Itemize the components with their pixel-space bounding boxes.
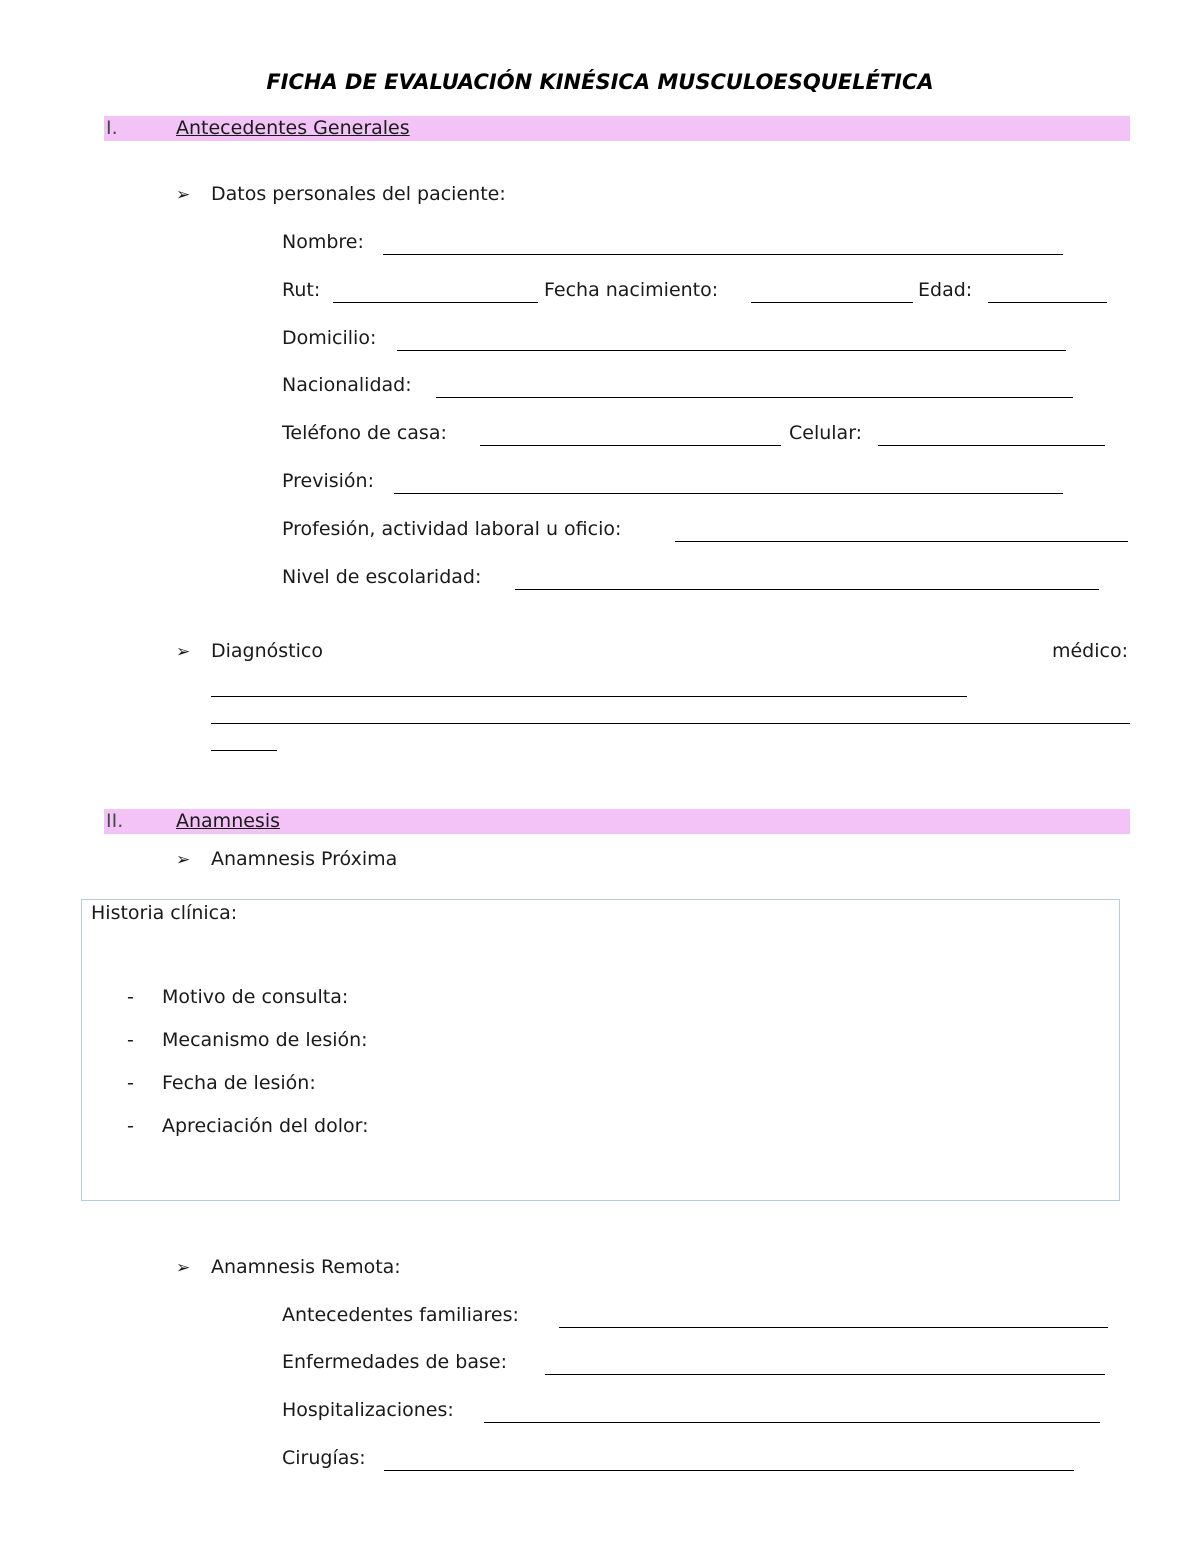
diagnostico-line-2[interactable] xyxy=(211,723,1130,724)
prevision-field[interactable] xyxy=(394,493,1063,494)
celular-label: Celular: xyxy=(789,422,863,444)
antecedentes-familiares-field[interactable] xyxy=(559,1327,1108,1328)
section-header-antecedentes xyxy=(104,116,1130,141)
hospitalizaciones-field[interactable] xyxy=(484,1422,1100,1423)
apreciacion-dolor-label: Apreciación del dolor: xyxy=(162,1115,369,1137)
rut-label: Rut: xyxy=(282,279,321,301)
profesion-field[interactable] xyxy=(675,541,1128,542)
antecedentes-familiares-label: Antecedentes familiares: xyxy=(282,1304,519,1326)
section-number: I. xyxy=(106,117,118,139)
dash-bullet: - xyxy=(127,1072,134,1094)
anamnesis-proxima-heading: Anamnesis Próxima xyxy=(211,848,398,870)
nacionalidad-field[interactable] xyxy=(436,397,1073,398)
nombre-field[interactable] xyxy=(383,254,1063,255)
nombre-label: Nombre: xyxy=(282,231,364,253)
personal-data-heading: Datos personales del paciente: xyxy=(211,183,506,205)
edad-label: Edad: xyxy=(918,279,973,301)
rut-field[interactable] xyxy=(333,302,538,303)
historia-clinica-heading: Historia clínica: xyxy=(91,902,238,924)
section-number: II. xyxy=(106,810,124,832)
dash-bullet: - xyxy=(127,986,134,1008)
arrow-bullet-icon: ➢ xyxy=(176,642,191,662)
enfermedades-base-field[interactable] xyxy=(545,1374,1105,1375)
motivo-consulta-label: Motivo de consulta: xyxy=(162,986,349,1008)
diagnostico-label: Diagnóstico xyxy=(211,640,323,662)
arrow-bullet-icon: ➢ xyxy=(176,185,191,205)
arrow-bullet-icon: ➢ xyxy=(176,850,191,870)
medico-label: médico: xyxy=(1051,640,1128,662)
diagnostico-line-1[interactable] xyxy=(211,696,967,697)
edad-field[interactable] xyxy=(988,302,1107,303)
hospitalizaciones-label: Hospitalizaciones: xyxy=(282,1399,454,1421)
diagnostico-line-3[interactable] xyxy=(211,750,277,751)
dash-bullet: - xyxy=(127,1029,134,1051)
cirugias-field[interactable] xyxy=(384,1470,1074,1471)
arrow-bullet-icon: ➢ xyxy=(176,1258,191,1278)
dash-bullet: - xyxy=(127,1115,134,1137)
nacionalidad-label: Nacionalidad: xyxy=(282,374,412,396)
fecha-nacimiento-field[interactable] xyxy=(751,302,913,303)
profesion-label: Profesión, actividad laboral u oficio: xyxy=(282,518,622,540)
escolaridad-label: Nivel de escolaridad: xyxy=(282,566,482,588)
domicilio-field[interactable] xyxy=(397,350,1066,351)
section-title: Anamnesis xyxy=(176,810,280,832)
mecanismo-lesion-label: Mecanismo de lesión: xyxy=(162,1029,368,1051)
enfermedades-base-label: Enfermedades de base: xyxy=(282,1351,507,1373)
document-title: FICHA DE EVALUACIÓN KINÉSICA MUSCULOESQUELÉTICA xyxy=(266,70,934,94)
fecha-nacimiento-label: Fecha nacimiento: xyxy=(544,279,719,301)
section-title: Antecedentes Generales xyxy=(176,117,410,139)
fecha-lesion-label: Fecha de lesión: xyxy=(162,1072,316,1094)
telefono-label: Teléfono de casa: xyxy=(282,422,447,444)
escolaridad-field[interactable] xyxy=(515,589,1099,590)
celular-field[interactable] xyxy=(878,445,1105,446)
prevision-label: Previsión: xyxy=(282,470,374,492)
domicilio-label: Domicilio: xyxy=(282,327,377,349)
anamnesis-remota-heading: Anamnesis Remota: xyxy=(211,1256,401,1278)
cirugias-label: Cirugías: xyxy=(282,1447,366,1469)
telefono-field[interactable] xyxy=(480,445,781,446)
section-header-anamnesis xyxy=(104,809,1130,834)
